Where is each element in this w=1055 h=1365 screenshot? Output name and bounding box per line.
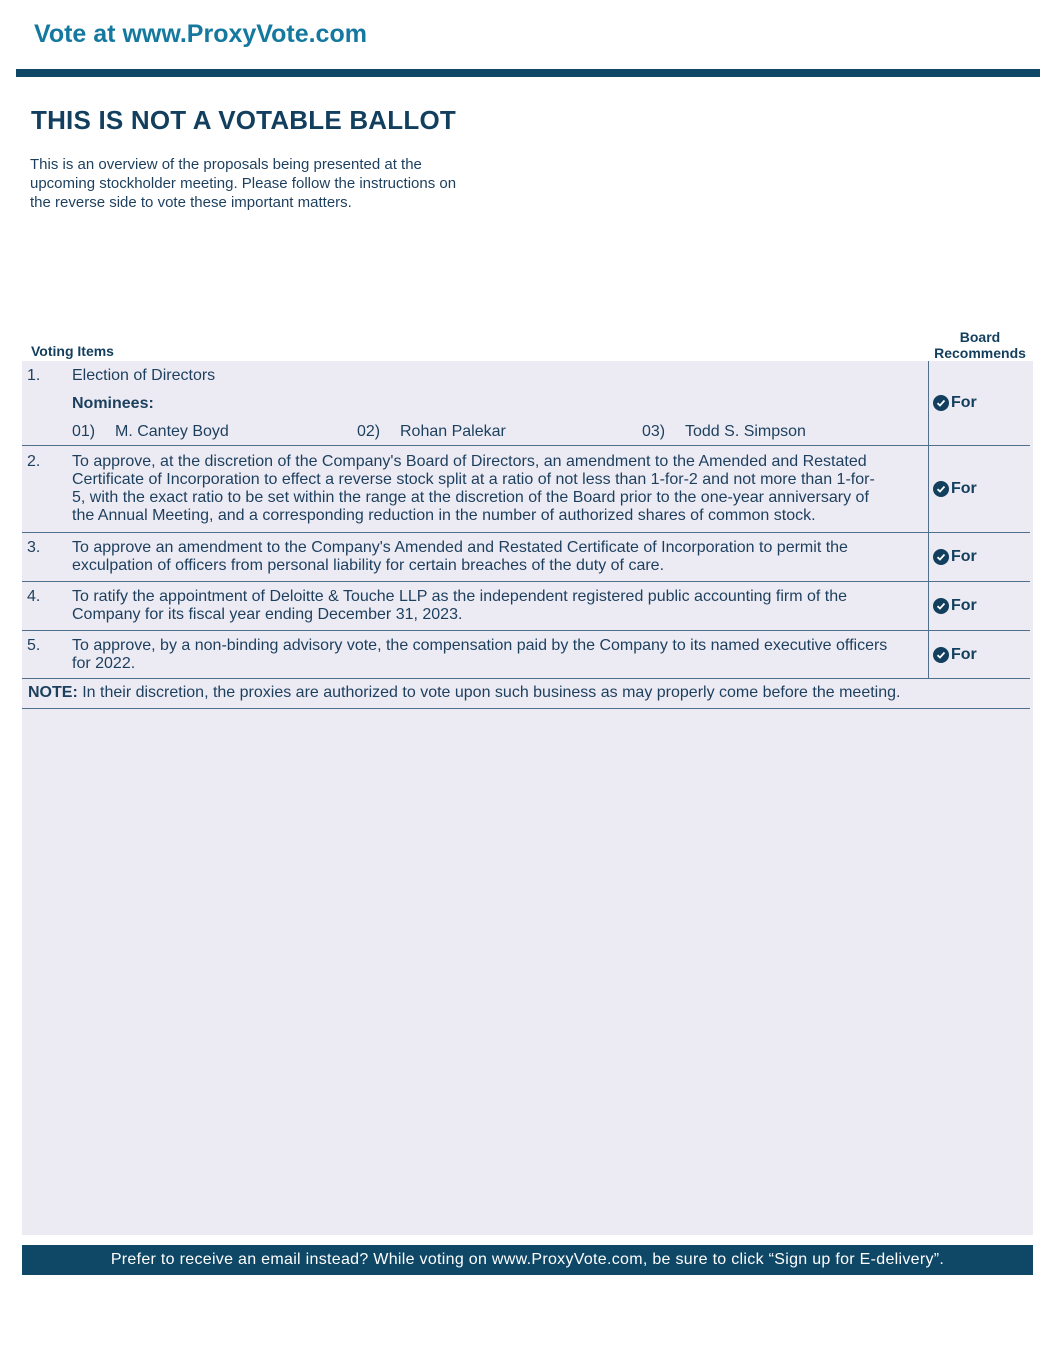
edelivery-text: Prefer to receive an email instead? While voting on www.ProxyVote.com, be sure to click “Sign up for E-delivery”. [110, 1251, 945, 1268]
item-number: 1. [27, 367, 41, 384]
check-circle-icon [933, 549, 949, 565]
board-recommendation [928, 533, 1030, 581]
voting-items-heading: Voting Items [31, 343, 114, 359]
item-description [72, 637, 927, 673]
nominee-number: 01) [72, 423, 96, 440]
recommendation-label: For [951, 394, 977, 411]
header-rule [16, 69, 1040, 77]
description-line: To ratify the appointment of Deloitte & Touche LLP as the independent registered public accounting firm of the [72, 588, 848, 605]
description-line: for 2022. [72, 655, 136, 672]
intro-line: This is an overview of the proposals being presented at the [30, 156, 422, 173]
item-description [72, 539, 927, 575]
intro-text [30, 155, 530, 212]
note-text [28, 684, 900, 702]
item-number: 5. [27, 637, 41, 654]
voting-item-5 [22, 631, 1030, 679]
description-line: exculpation of officers from personal liability for certain breaches of the duty of care. [72, 557, 665, 574]
item-number: 3. [27, 539, 41, 556]
nominee-name: M. Cantey Boyd [115, 423, 229, 440]
page-title: THIS IS NOT A VOTABLE BALLOT [31, 105, 456, 135]
description-line: Certificate of Incorporation to effect a reverse stock split at a ratio of not less than 1-for-2 and not more than 1-for- [72, 471, 875, 488]
description-line: Company for its fiscal year ending December 31, 2023. [72, 606, 463, 623]
check-circle-icon [933, 647, 949, 663]
board-recommendation [928, 361, 1030, 445]
recommendation-label: For [951, 645, 977, 663]
board-recommendation [928, 446, 1030, 532]
recommendation-label: For [951, 597, 977, 614]
note-row [22, 679, 1030, 709]
voting-item-4 [22, 582, 1030, 631]
description-line: To approve an amendment to the Company's Amended and Restated Certificate of Incorporation to permit the [72, 539, 848, 556]
description-line: To approve, by a non-binding advisory vote, the compensation paid by the Company to its named executive officers [72, 637, 888, 654]
board-heading-line2: Recommends [934, 345, 1026, 361]
voting-item-3 [22, 533, 1030, 582]
recommendation-label: For [951, 480, 977, 497]
description-line: To approve, at the discretion of the Company's Board of Directors, an amendment to the Amended and Restated [72, 453, 867, 470]
item-title: Election of Directors [72, 367, 216, 384]
edelivery-banner [22, 1245, 1033, 1275]
description-line: the Annual Meeting, and a corresponding reduction in the number of authorized shares of common stock. [72, 507, 816, 524]
item-description [72, 453, 927, 525]
board-recommendation [928, 631, 1030, 678]
note-body: In their discretion, the proxies are authorized to vote upon such business as may properly come before the meeting. [77, 684, 901, 701]
check-circle-icon [933, 395, 949, 411]
nominees-label: Nominees: [72, 395, 154, 412]
note-label: NOTE: [28, 684, 78, 701]
check-circle-icon [933, 598, 949, 614]
board-recommendation [928, 582, 1030, 630]
nominee-number: 03) [642, 423, 666, 440]
recommendation-label: For [951, 548, 977, 565]
intro-line: upcoming stockholder meeting. Please follow the instructions on [30, 175, 457, 192]
board-heading-line1: Board [959, 329, 1001, 345]
nominee-name: Rohan Palekar [400, 423, 506, 440]
proxyvote-link[interactable]: Vote at www.ProxyVote.com [34, 20, 367, 48]
voting-item-1 [22, 361, 1030, 446]
nominee-number: 02) [357, 423, 381, 440]
intro-line: the reverse side to vote these important matters. [30, 194, 352, 211]
nominee-name: Todd S. Simpson [685, 423, 806, 440]
voting-item-2 [22, 446, 1030, 533]
item-number: 4. [27, 588, 41, 605]
item-description [72, 588, 927, 624]
item-number: 2. [27, 453, 41, 470]
description-line: 5, with the exact ratio to be set within the range at the discretion of the Board prior to the one-year anniversary of [72, 489, 869, 506]
check-circle-icon [933, 481, 949, 497]
board-recommends-heading [928, 329, 1032, 361]
